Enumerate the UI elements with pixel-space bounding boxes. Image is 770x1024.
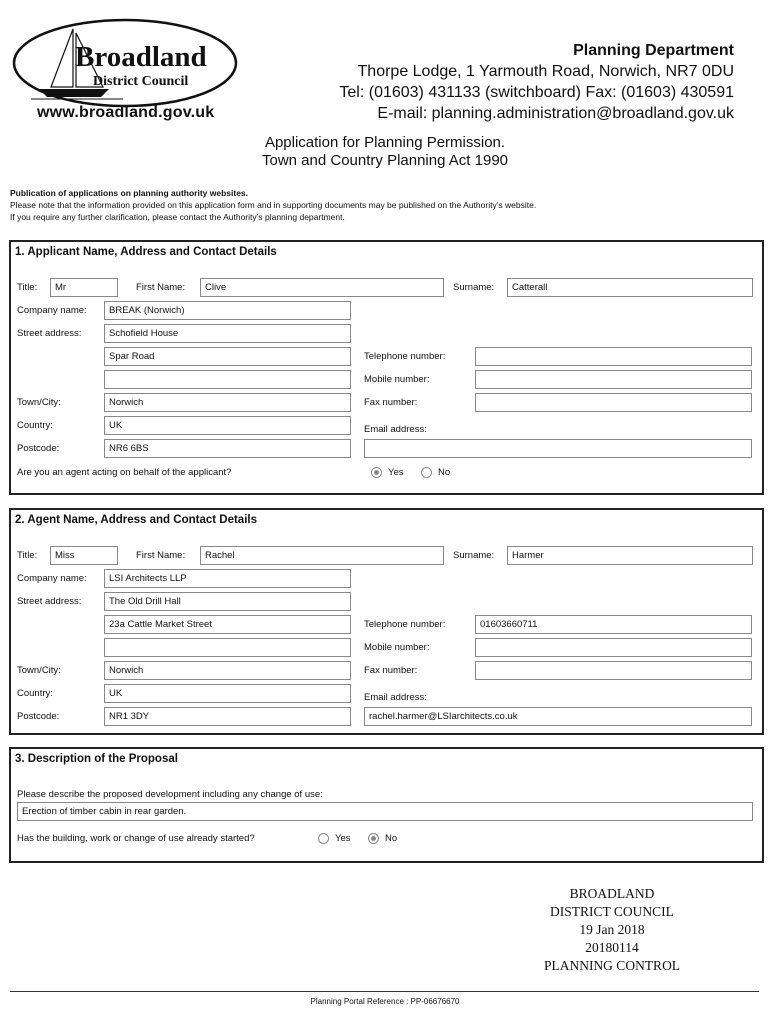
- section-title: 1. Applicant Name, Address and Contact Details: [15, 246, 277, 258]
- agent-no-option[interactable]: No: [421, 467, 450, 478]
- description-prompt: Please describe the proposed development including any change of use:: [17, 789, 323, 800]
- started-no-option[interactable]: No: [368, 833, 397, 844]
- department-name: Planning Department: [573, 42, 734, 59]
- telephone-field[interactable]: 01603660711: [475, 615, 752, 634]
- town-label: Town/City:: [17, 665, 61, 676]
- logo-subtitle: District Council: [93, 74, 189, 89]
- first-name-field[interactable]: Rachel: [200, 546, 444, 565]
- surname-label: Surname:: [453, 550, 495, 561]
- street-field-3[interactable]: [104, 370, 351, 389]
- stamp-date: 19 Jan 2018: [579, 922, 645, 937]
- telephone-label: Telephone number:: [364, 351, 446, 362]
- street-label: Street address:: [17, 328, 82, 339]
- first-name-label: First Name:: [136, 550, 186, 561]
- title-label: Title:: [17, 550, 38, 561]
- telephone-label: Telephone number:: [364, 619, 446, 630]
- country-field[interactable]: UK: [104, 684, 351, 703]
- country-field[interactable]: UK: [104, 416, 351, 435]
- fax-field[interactable]: [475, 393, 752, 412]
- company-label: Company name:: [17, 573, 87, 584]
- email-label: Email address:: [364, 424, 427, 435]
- postcode-field[interactable]: NR1 3DY: [104, 707, 351, 726]
- logo-wordmark: Broadland: [75, 41, 207, 73]
- started-yes-radio[interactable]: [318, 833, 329, 844]
- stamp-code: 20180114: [585, 940, 639, 955]
- fax-label: Fax number:: [364, 397, 418, 408]
- mobile-field[interactable]: [475, 638, 752, 657]
- council-logo: [11, 17, 239, 109]
- proposal-section: [9, 747, 764, 863]
- mobile-field[interactable]: [475, 370, 752, 389]
- website-url[interactable]: www.broadland.gov.uk: [37, 104, 215, 121]
- street-field-2[interactable]: 23a Cattle Market Street: [104, 615, 351, 634]
- applicant-section: [9, 240, 764, 495]
- department-address: Thorpe Lodge, 1 Yarmouth Road, Norwich, NR7 0DU: [357, 63, 734, 80]
- agent-yes-radio[interactable]: [371, 467, 382, 478]
- description-field[interactable]: Erection of timber cabin in rear garden.: [17, 802, 753, 821]
- country-label: Country:: [17, 420, 53, 431]
- postcode-label: Postcode:: [17, 443, 60, 454]
- telephone-field[interactable]: [475, 347, 752, 366]
- department-email: E-mail: planning.administration@broadland.gov.uk: [377, 105, 734, 122]
- email-field[interactable]: [364, 439, 752, 458]
- department-phone-fax: Tel: (01603) 431133 (switchboard) Fax: (01603) 430591: [339, 84, 734, 101]
- publication-heading: Publication of applications on planning authority websites.: [10, 188, 249, 198]
- section-title: 3. Description of the Proposal: [15, 753, 178, 765]
- mobile-label: Mobile number:: [364, 374, 430, 385]
- title-field[interactable]: Miss: [50, 546, 118, 565]
- company-field[interactable]: LSI Architects LLP: [104, 569, 351, 588]
- form-subtitle: Town and Country Planning Act 1990: [262, 152, 508, 169]
- stamp-council-line2: DISTRICT COUNCIL: [550, 904, 674, 919]
- email-label: Email address:: [364, 692, 427, 703]
- stamp-department: PLANNING CONTROL: [543, 958, 681, 973]
- postcode-label: Postcode:: [17, 711, 60, 722]
- first-name-label: First Name:: [136, 282, 186, 293]
- publication-contact: If you require any further clarification, please contact the Authority’s planning department.: [10, 212, 345, 222]
- street-label: Street address:: [17, 596, 82, 607]
- company-label: Company name:: [17, 305, 87, 316]
- section-title: 2. Agent Name, Address and Contact Details: [15, 514, 257, 526]
- surname-field[interactable]: Harmer: [507, 546, 753, 565]
- postcode-field[interactable]: NR6 6BS: [104, 439, 351, 458]
- surname-label: Surname:: [453, 282, 495, 293]
- town-label: Town/City:: [17, 397, 61, 408]
- first-name-field[interactable]: Clive: [200, 278, 444, 297]
- street-field-1[interactable]: Schofield House: [104, 324, 351, 343]
- town-field[interactable]: Norwich: [104, 661, 351, 680]
- street-field-2[interactable]: Spar Road: [104, 347, 351, 366]
- mobile-label: Mobile number:: [364, 642, 430, 653]
- town-field[interactable]: Norwich: [104, 393, 351, 412]
- country-label: Country:: [17, 688, 53, 699]
- portal-reference: Planning Portal Reference : PP-06676670: [310, 997, 460, 1006]
- fax-field[interactable]: [475, 661, 752, 680]
- footer-divider: [10, 991, 759, 992]
- agent-no-radio[interactable]: [421, 467, 432, 478]
- street-field-3[interactable]: [104, 638, 351, 657]
- publication-note: Please note that the information provided on this application form and in supporting documents may be published on the Authority’s website.: [10, 200, 537, 210]
- title-field[interactable]: Mr: [50, 278, 118, 297]
- stamp-council: BROADLAND: [569, 886, 655, 901]
- surname-field[interactable]: Catterall: [507, 278, 753, 297]
- company-field[interactable]: BREAK (Norwich): [104, 301, 351, 320]
- fax-label: Fax number:: [364, 665, 418, 676]
- agent-question: Are you an agent acting on behalf of the applicant?: [17, 467, 232, 478]
- email-field[interactable]: rachel.harmer@LSIarchitects.co.uk: [364, 707, 752, 726]
- form-title: Application for Planning Permission.: [264, 134, 506, 151]
- title-label: Title:: [17, 282, 38, 293]
- started-question: Has the building, work or change of use already started?: [17, 833, 255, 844]
- agent-section: [9, 508, 764, 735]
- street-field-1[interactable]: The Old Drill Hall: [104, 592, 351, 611]
- agent-yes-option[interactable]: Yes: [371, 467, 404, 478]
- started-yes-option[interactable]: Yes: [318, 833, 351, 844]
- started-no-radio[interactable]: [368, 833, 379, 844]
